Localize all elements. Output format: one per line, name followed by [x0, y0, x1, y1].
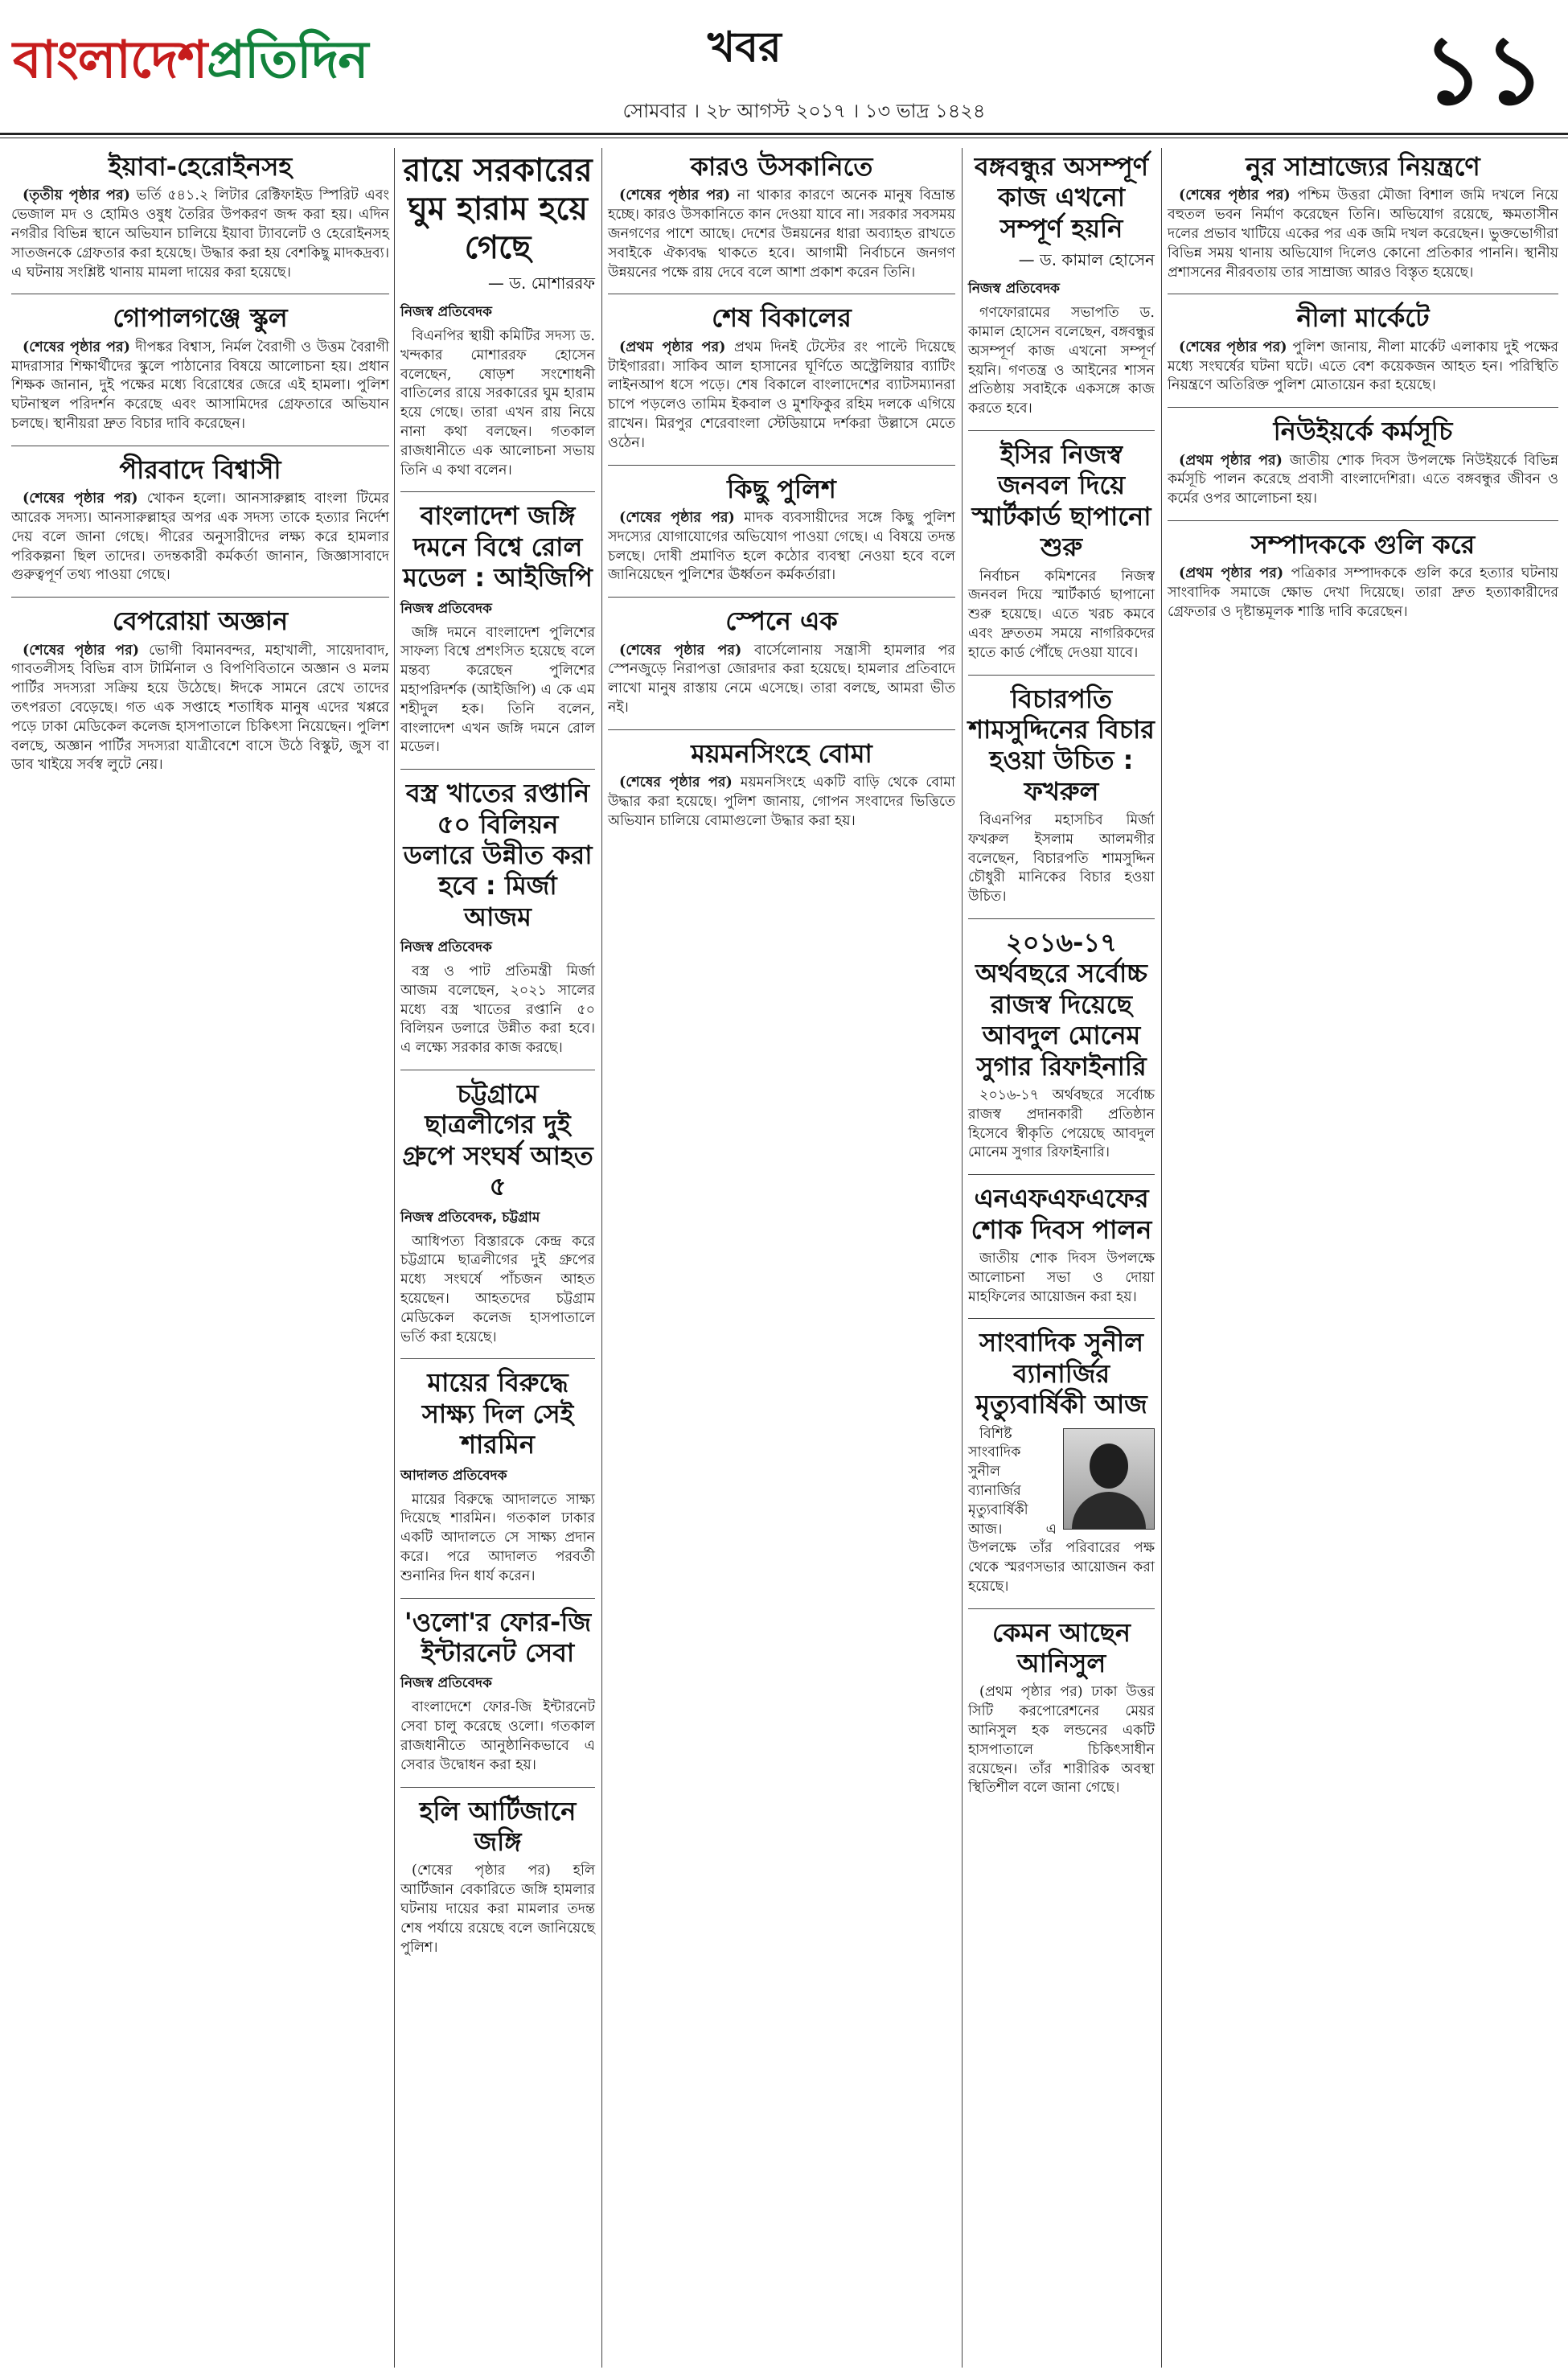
- article: [968, 684, 1155, 908]
- article-body: [400, 327, 595, 480]
- article: [400, 1796, 595, 1958]
- article-byline: নিজস্ব প্রতিবেদক: [400, 600, 492, 617]
- article-byline: নিজস্ব প্রতিবেদক: [400, 939, 492, 956]
- article: [1168, 416, 1558, 509]
- article-lead: (শেষের পৃষ্ঠার পর): [619, 187, 731, 204]
- article-headline[interactable]: ময়মনসিংহে বোমা: [691, 737, 872, 769]
- article-byline: নিজস্ব প্রতিবেদক, চট্টগ্রাম: [400, 1209, 540, 1226]
- article-text: ভোগী বিমানবন্দর, মহাখালী, সায়েদাবাদ, গাবতলীসহ বিভিন্ন বাস টার্মিনাল ও বিপণিবিতানে অজ্ঞান ও মলম পার্টির সদস্যরা সক্রিয় হয়ে উঠেছে। ঈদকে সামনে রেখে তাদের তৎপরতা বেড়েছে। গত এক সপ্তাহে শতাধিক মানুষ এদের খপ্পরে পড়ে ঢাকা মেডিকেল কলেজ হাসপাতালে চিকিৎসা নিয়েছেন। পুলিশ বলছে, অজ্ঞান পার্টির সদস্যরা যাত্রীবেশে বাসে উঠে বিস্কুট, জুস বা ডাব খাইয়ে সর্বস্ব লুটে নেয়।: [11, 642, 389, 774]
- article-lead: (শেষের পৃষ্ঠার পর): [619, 774, 733, 791]
- article: [608, 302, 955, 453]
- divider: [968, 675, 1155, 676]
- article-text: জাতীয় শোক দিবস উপলক্ষে নিউইয়র্কে বিভিন্ন কর্মসূচি পালন করেছে প্রবাসী বাংলাদেশিরা। এতে বঙ্গবন্ধুর জীবন ও কর্মের ওপর আলোচনা হয়।: [1168, 452, 1558, 507]
- article-body: [400, 1698, 595, 1775]
- divider: [968, 430, 1155, 431]
- article-text: বিএনপির স্থায়ী কমিটির সদস্য ড. খন্দকার মোশাররফ হোসেন বলেছেন, ষোড়শ সংশোধনী বাতিলের রায়ে সরকারের ঘুম হারাম হয়ে গেছে। তারা এখন রায় নিয়ে নানা কথা বলছেন। গতকাল রাজধানীতে এক আলোচনা সভায় তিনি এ কথা বলেন।: [400, 328, 595, 478]
- article-headline[interactable]: রায়ে সরকারের ঘুম হারাম হয়ে গেছে: [403, 152, 593, 266]
- column-4: [968, 148, 1155, 1809]
- article-text: আধিপত্য বিস্তারকে কেন্দ্র করে চট্টগ্রামে ছাত্রলীগের দুই গ্রুপের মধ্যে সংঘর্ষে পাঁচজন আহত হয়েছেন। আহতদের চট্টগ্রাম মেডিকেল কলেজ হাসপাতালে ভর্তি করা হয়েছে।: [400, 1233, 595, 1345]
- logo-part-1: বাংলাদেশ: [13, 31, 207, 90]
- divider: [11, 597, 389, 598]
- article-text: (শেষের পৃষ্ঠার পর) হলি আর্টিজান বেকারিতে জঙ্গি হামলার ঘটনায় দায়ের করা মামলার তদন্ত শেষ পর্যায়ে রয়েছে বলে জানিয়েছে পুলিশ।: [400, 1863, 595, 1956]
- article-body: [968, 811, 1155, 907]
- divider: [400, 1787, 595, 1788]
- article-text: প্রথম দিনই টেস্টের রং পাল্টে দিয়েছে টাইগাররা। সাকিব আল হাসানের ঘূর্ণিতে অস্ট্রেলিয়ার ব্যাটিং লাইনআপ ধসে পড়ে। শেষ বিকালে বাংলাদেশের ব্যাটসম্যানরা চাপে পড়লেও তামিম ইকবাল ও মুশফিকুর রহিম দলকে এগিয়ে রাখেন। মিরপুর শেরেবাংলা স্টেডিয়ামে দর্শকরা উল্লাসে মেতে ওঠেন।: [608, 339, 955, 451]
- article-headline[interactable]: এনএফএফএফের শোক দিবস পালন: [971, 1183, 1152, 1245]
- article-body: [400, 1491, 595, 1587]
- article-lead: (প্রথম পৃষ্ঠার পর): [619, 339, 726, 355]
- portrait-photo: [1063, 1428, 1155, 1530]
- article-lead: (শেষের পৃষ্ঠার পর): [619, 509, 735, 526]
- article-text: না থাকার কারণে অনেক মানুষ বিভ্রান্ত হচ্ছে। কারও উসকানিতে কান দেওয়া যাবে না। সরকার সবসময় জনগণের পাশে আছে। দেশের উন্নয়নের ধারা অব্যাহত রাখতে সবাইকে ঐক্যবদ্ধ থাকতে হবে। আগামী নির্বাচনে জনগণ উন্নয়নের পক্ষে রায় দেবে বলে আশা প্রকাশ করেন তিনি।: [608, 187, 955, 281]
- divider: [1168, 520, 1558, 521]
- article-text: বিএনপির মহাসচিব মির্জা ফখরুল ইসলাম আলমগীর বলেছেন, বিচারপতি শামসুদ্দিন চৌধুরী মানিকের বিচার হওয়া উচিত।: [968, 812, 1155, 906]
- article: [968, 1183, 1155, 1307]
- article-body: [1168, 452, 1558, 509]
- article-body: [968, 1086, 1155, 1163]
- article-headline[interactable]: চট্টগ্রামে ছাত্রলীগের দুই গ্রুপে সংঘর্ষ আহত ৫: [402, 1078, 593, 1202]
- article-body: [968, 304, 1155, 419]
- article-text: পুলিশ জানায়, নীলা মার্কেট এলাকায় দুই পক্ষের মধ্যে সংঘর্ষের ঘটনা ঘটে। এতে বেশ কয়েকজন আহত হন। পরিস্থিতি নিয়ন্ত্রণে অতিরিক্ত পুলিশ মোতায়েন করা হয়েছে।: [1168, 339, 1558, 394]
- portrait-head: [1090, 1444, 1128, 1489]
- column-3: [608, 148, 955, 842]
- article-lead: (প্রথম পৃষ্ঠার পর): [1179, 452, 1283, 469]
- article-headline[interactable]: নিউইয়র্কে কর্মসূচি: [1273, 416, 1453, 447]
- article-text: ভর্তি ৫৪১.২ লিটার রেক্টিফাইড স্পিরিট এবং ভেজাল মদ ও হোমিও ওষুধ তৈরির উপকরণ জব্দ করা হয়। এদিন নগরীর বিভিন্ন স্থানে অভিযান চালিয়ে ইয়াবা ট্যাবলেট ও হেরোইনসহ সাতজনকে গ্রেফতার করা হয়েছে। উদ্ধার করা হয় বেশকিছু মাদকদ্রব্য। এ ঘটনায় সংশ্লিষ্ট থানায় মামলা দায়ের করা হয়েছে।: [11, 187, 389, 281]
- divider: [400, 769, 595, 770]
- article: [608, 738, 955, 832]
- article-lead: (শেষের পৃষ্ঠার পর): [1179, 339, 1287, 355]
- article: [968, 439, 1155, 663]
- divider: [400, 491, 595, 492]
- article: [968, 927, 1155, 1163]
- article-byline: নিজস্ব প্রতিবেদক: [400, 1675, 492, 1692]
- article-headline[interactable]: মায়ের বিরুদ্ধে সাক্ষ্য দিল সেই শারমিন: [421, 1367, 574, 1460]
- page-number: ১১: [1422, 14, 1545, 125]
- article: [1168, 151, 1558, 282]
- article-text: জাতীয় শোক দিবস উপলক্ষে আলোচনা সভা ও দোয়া মাহফিলের আয়োজন করা হয়।: [968, 1250, 1155, 1305]
- article-text: মায়ের বিরুদ্ধে আদালতে সাক্ষ্য দিয়েছে শারমিন। গতকাল ঢাকার একটি আদালতে সে সাক্ষ্য প্রদান করে। পরে আদালত পরবর্তী শুনানির দিন ধার্য করেন।: [400, 1491, 595, 1584]
- article: [400, 1078, 595, 1347]
- article-text: খোকন হলো। আনসারুল্লাহ বাংলা টিমের আরেক সদস্য। আনসারুল্লাহর অপর এক সদস্য তাকে হত্যার নির্দেশ দেয় বলে জানা গেছে। পীরের অনুসারীদের লক্ষ্য করে হামলার পরিকল্পনা ছিল তাদের। তদন্তকারী কর্মকর্তা জানান, জিজ্ঞাসাবাদে গুরুত্বপূর্ণ তথ্য পাওয়া গেছে।: [11, 491, 389, 584]
- article-text: নির্বাচন কমিশনের নিজস্ব জনবল দিয়ে স্মার্টকার্ড ছাপানো শুরু হয়েছে। এতে খরচ কমবে এবং দ্রুততম সময়ে নাগরিকদের হাতে কার্ড পৌঁছে দেওয়া যাবে।: [968, 568, 1155, 661]
- article-text: ময়মনসিংহে একটি বাড়ি থেকে বোমা উদ্ধার করা হয়েছে। পুলিশ জানায়, গোপন সংবাদের ভিত্তিতে অভিযান চালিয়ে বোমাগুলো উদ্ধার করা হয়।: [608, 774, 955, 829]
- article-text: বস্ত্র ও পাট প্রতিমন্ত্রী মির্জা আজম বলেছেন, ২০২১ সালের মধ্যে বস্ত্র খাতের রপ্তানি ৫০ বিলিয়ন ডলারে উন্নীত করা হবে। এ লক্ষ্যে সরকার কাজ করছে।: [400, 963, 595, 1057]
- article-body: [11, 339, 389, 434]
- divider: [608, 465, 955, 466]
- article-body: [608, 187, 955, 282]
- article-lead: (শেষের পৃষ্ঠার পর): [23, 339, 130, 355]
- article: [11, 302, 389, 433]
- article-lead: (শেষের পৃষ্ঠার পর): [23, 491, 138, 507]
- article-lead: (শেষের পৃষ্ঠার পর): [23, 642, 140, 659]
- article-text: (প্রথম পৃষ্ঠার পর) ঢাকা উত্তর সিটি করপোরেশনের মেয়র আনিসুল হক লন্ডনের একটি হাসপাতালে চিকিৎসাধীন রয়েছেন। তাঁর শারীরিক অবস্থা স্থিতিশীল বলে জানা গেছে।: [968, 1684, 1155, 1797]
- article-text: গণফোরামের সভাপতি ড. কামাল হোসেন বলেছেন, বঙ্গবন্ধুর অসম্পূর্ণ কাজ এখনো সম্পূর্ণ হয়নি। গণতন্ত্র ও আইনের শাসন প্রতিষ্ঠায় সবাইকে একসঙ্গে কাজ করতে হবে।: [968, 305, 1155, 417]
- article-text: জঙ্গি দমনে বাংলাদেশ পুলিশের সাফল্য বিশ্বে প্রশংসিত হয়েছে বলে মন্তব্য করেছেন পুলিশের মহাপরিদর্শক (আইজিপি) এ কে এম শহীদুল হক। তিনি বলেন, বাংলাদেশ এখন জঙ্গি দমনে রোল মডেল।: [400, 624, 595, 756]
- article-headline[interactable]: বেপরোয়া অজ্ঞান: [112, 606, 289, 637]
- article-body: [400, 624, 595, 758]
- article: [1168, 302, 1558, 396]
- article-text: বাংলাদেশে ফোর-জি ইন্টারনেট সেবা চালু করেছে ওলো। গতকাল রাজধানীতে আনুষ্ঠানিকভাবে এ সেবার উদ্বোধন করা হয়।: [400, 1699, 595, 1773]
- article-byline: আদালত প্রতিবেদক: [400, 1467, 507, 1484]
- article: [968, 151, 1155, 419]
- masthead-rule: [0, 133, 1568, 135]
- article-quote-attribution: — ড. মোশাররফ: [487, 273, 595, 293]
- article: [608, 151, 955, 282]
- article-headline[interactable]: শেষ বিকালের: [712, 302, 852, 334]
- article: [400, 1367, 595, 1586]
- article-text: পত্রিকার সম্পাদককে গুলি করে হত্যার ঘটনায় সাংবাদিক সমাজে ক্ষোভ দেখা দিয়েছে। তারা দ্রুত হত্যাকারীদের গ্রেফতার ও দৃষ্টান্তমূলক শাস্তি দাবি করেছেন।: [1168, 565, 1558, 620]
- article-byline: নিজস্ব প্রতিবেদক: [968, 281, 1060, 298]
- article: [400, 500, 595, 758]
- article-body: [11, 187, 389, 282]
- divider: [400, 1358, 595, 1359]
- article-headline[interactable]: ইয়াবা-হেরোইনসহ: [108, 151, 293, 182]
- article-body: [400, 1862, 595, 1957]
- divider: [400, 1598, 595, 1599]
- divider: [968, 1174, 1155, 1175]
- article-lead: (তৃতীয় পৃষ্ঠার পর): [23, 187, 130, 204]
- article-lead: (প্রথম পৃষ্ঠার পর): [1179, 565, 1284, 582]
- divider: [968, 918, 1155, 919]
- article-headline[interactable]: বিচারপতি শামসুদ্দিনের বিচার হওয়া উচিত : ফখরুল: [968, 683, 1155, 807]
- article: [400, 778, 595, 1058]
- article-headline[interactable]: ২০১৬-১৭ অর্থবছরে সর্বোচ্চ রাজস্ব দিয়েছে আবদুল মোনেম সুগার রিফাইনারি: [975, 927, 1147, 1082]
- article-text: বিশিষ্ট সাংবাদিক সুনীল ব্যানার্জির মৃত্যুবার্ষিকী আজ। এ উপলক্ষে তাঁর পরিবারের পক্ষ থেকে স্মরণসভার আয়োজন করা হয়েছে।: [968, 1425, 1155, 1595]
- article-body: [400, 1233, 595, 1348]
- article-body: [1168, 565, 1558, 622]
- article-text: পশ্চিম উত্তরা মৌজা বিশাল জমি দখলে নিয়ে বহুতল ভবন নির্মাণ করেছেন তিনি। অভিযোগ রয়েছে, ক্ষমতাসীন দলের প্রভাব খাটিয়ে একের পর এক জমি দখল করেছেন। ভুক্তভোগীরা বিভিন্ন সময় থানায় অভিযোগ দিলেও কোনো প্রতিকার পাননি। স্থানীয় প্রশাসনের নীরবতায় তার সাম্রাজ্য আরও বিস্তৃত হয়েছে।: [1168, 187, 1558, 281]
- column-5: [1168, 148, 1558, 634]
- article-body: [968, 1683, 1155, 1798]
- divider: [1168, 407, 1558, 408]
- divider: [608, 729, 955, 730]
- article-body: [608, 774, 955, 831]
- article: [11, 454, 389, 585]
- masthead: [0, 0, 1568, 143]
- article-text: বার্সেলোনায় সন্ত্রাসী হামলার পর স্পেনজুড়ে নিরাপত্তা জোরদার করা হয়েছে। হামলার প্রতিবাদে লাখো মানুষ রাস্তায় নেমে এসেছে। তারা বলছে, আমরা ভীত নই।: [608, 642, 955, 716]
- article-byline: নিজস্ব প্রতিবেদক: [400, 304, 492, 320]
- article-headline[interactable]: নীলা মার্কেটে: [1296, 302, 1430, 334]
- article-headline[interactable]: 'ওলো'র ফোর-জি ইন্টারনেট সেবা: [404, 1606, 592, 1668]
- column-divider: [1161, 148, 1162, 2368]
- article-headline[interactable]: কারও উসকানিতে: [690, 151, 873, 182]
- article: [1168, 529, 1558, 622]
- article-text: মাদক ব্যবসায়ীদের সঙ্গে কিছু পুলিশ সদস্যের যোগাযোগের অভিযোগ পাওয়া গেছে। এ বিষয়ে তদন্ত চলছে। দোষী প্রমাণিত হলে কঠোর ব্যবস্থা নেওয়া হবে বলে জানিয়েছেন পুলিশের ঊর্ধ্বতন কর্মকর্তারা।: [608, 509, 955, 584]
- article-text: দীপঙ্কর বিশ্বাস, নির্মল বৈরাগী ও উত্তম বৈরাগী মাদরাসার শিক্ষার্থীদের স্কুলে পাঠানোর বিষয়ে আলোচনা হয়। প্রধান শিক্ষক জানান, দুই পক্ষের মধ্যে বিরোধের জেরে এই হামলা। পুলিশ ঘটনাস্থল পরিদর্শন করেছে এবং আসামিদের গ্রেফতারে অভিযান চলছে। স্থানীয়রা দ্রুত বিচার দাবি করেছেন।: [11, 339, 389, 432]
- article: [400, 151, 595, 480]
- article: [11, 606, 389, 775]
- article-text: ২০১৬-১৭ অর্থবছরে সর্বোচ্চ রাজস্ব প্রদানকারী প্রতিষ্ঠান হিসেবে স্বীকৃতি পেয়েছে আবদুল মোনেম সুগার রিফাইনারি।: [968, 1087, 1155, 1161]
- article-body: [968, 568, 1155, 663]
- divider: [968, 1608, 1155, 1609]
- article: [968, 1327, 1155, 1596]
- portrait-shoulders: [1072, 1492, 1146, 1530]
- article: [400, 1607, 595, 1776]
- article-headline[interactable]: বাংলাদেশ জঙ্গি দমনে বিশ্বে রোল মডেল : আইজিপি: [403, 500, 593, 594]
- article-body: [11, 490, 389, 585]
- article-headline[interactable]: স্পেনে এক: [725, 606, 838, 637]
- article-headline[interactable]: সম্পাদককে গুলি করে: [1250, 528, 1476, 560]
- article-headline[interactable]: পীরবাদে বিশ্বাসী: [119, 454, 281, 485]
- logo-part-2: প্রতিদিন: [207, 31, 368, 90]
- newspaper-logo[interactable]: [13, 21, 367, 107]
- article-headline[interactable]: নুর সাম্রাজ্যের নিয়ন্ত্রণে: [1246, 151, 1480, 182]
- article-body: [608, 509, 955, 585]
- column-divider: [394, 148, 395, 2368]
- article-lead: (শেষের পৃষ্ঠার পর): [1179, 187, 1291, 204]
- article-body: [1168, 339, 1558, 396]
- article: [608, 606, 955, 718]
- section-title: খবর: [708, 23, 782, 72]
- article-body: [608, 339, 955, 454]
- article-body: [1168, 187, 1558, 282]
- article-headline[interactable]: ইসির নিজস্ব জনবল দিয়ে স্মার্টকার্ড ছাপানো শুরু: [971, 438, 1151, 563]
- article: [608, 474, 955, 586]
- article-headline[interactable]: বস্ত্র খাতের রপ্তানি ৫০ বিলিয়ন ডলারে উন্নীত করা হবে : মির্জা আজম: [403, 778, 593, 932]
- article-headline[interactable]: কেমন আছেন আনিসুল: [991, 1616, 1131, 1679]
- article-quote-attribution: — ড. কামাল হোসেন: [1018, 250, 1155, 270]
- divider: [608, 597, 955, 598]
- article: [11, 151, 389, 282]
- article-body: [608, 642, 955, 718]
- article-headline[interactable]: গোপালগঞ্জে স্কুল: [113, 302, 288, 334]
- article-headline[interactable]: সাংবাদিক সুনীল ব্যানার্জির মৃত্যুবার্ষিকী আজ: [975, 1327, 1147, 1420]
- column-2: [400, 148, 595, 1969]
- article-headline[interactable]: বঙ্গবন্ধুর অসম্পূর্ণ কাজ এখনো সম্পূর্ণ হয়নি: [974, 151, 1149, 244]
- dateline: সোমবার । ২৮ আগস্ট ২০১৭ । ১৩ ভাদ্র ১৪২৪: [622, 100, 986, 122]
- article-lead: (শেষের পৃষ্ঠার পর): [619, 642, 742, 659]
- article-body: [400, 963, 595, 1058]
- column-divider: [601, 148, 602, 2368]
- column-1: [11, 148, 389, 787]
- article: [968, 1617, 1155, 1799]
- article-headline[interactable]: হলি আর্টিজানে জঙ্গি: [419, 1795, 577, 1857]
- column-divider: [962, 148, 963, 2368]
- article-body: [11, 642, 389, 776]
- article-body: [968, 1250, 1155, 1307]
- divider: [968, 1318, 1155, 1319]
- article-headline[interactable]: কিছু পুলিশ: [727, 473, 836, 504]
